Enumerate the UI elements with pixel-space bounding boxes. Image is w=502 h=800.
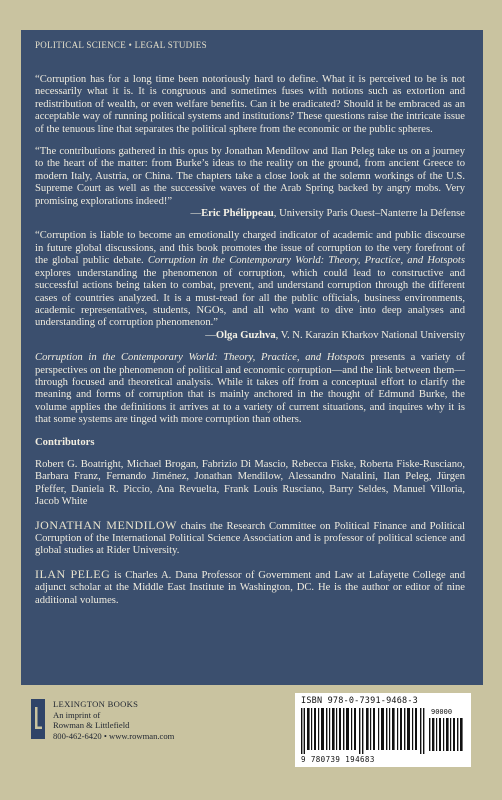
isbn-label: ISBN 978-0-7391-9468-3 (301, 696, 418, 706)
quote-3 (35, 230, 465, 329)
attribution-affiliation: , University Paris Ouest–Nanterre la Défense (273, 208, 465, 220)
cover-text (35, 74, 465, 617)
barcode-number: 9 780739 194683 (301, 755, 375, 764)
ean-barcode-icon (301, 708, 425, 754)
quote-1: “Corruption has for a long time been notoriously hard to define. What it is perceived to be is not necessarily what it is. It is congruous and sometimes fuses with notions such as extortion and redistribution of wealth, or even welfare benefits. Can it be eradicated? Should it be embraced as an acceptable way of running political systems and institutions? These questions raise the intricate issue of the tenuous line that separates the political sphere from the economic or the public spheres. (35, 74, 465, 135)
contributors-heading: Contributors (35, 436, 95, 448)
category-label: POLITICAL SCIENCE • LEGAL STUDIES (35, 40, 207, 50)
author-1-bio-text: chairs the Research Committee on Political Finance and Political Corruption of the International Political Science Association and is professor of political science and global studies at Rider University. (35, 520, 465, 557)
author-1-name: JONATHAN MENDILOW (35, 517, 177, 532)
attribution-dash: — (190, 208, 202, 220)
author-1-bio (35, 519, 465, 558)
quote-2 (35, 146, 465, 208)
quote-3-text-b: explores understanding the phenomenon of corruption, which could lead to constructive and successful actions being taken to combat, prevent, and understand corruption through the different cases of countries analyzed. It is a must-read for all the public officials, business environments, academic representatives, students, NGOs, and all who want to dive into deep analyses and understanding of corruption phenomenon.” (35, 267, 465, 329)
attribution-name: Eric Phélippeau (201, 208, 274, 220)
publisher-imprint-line: An imprint of (53, 709, 101, 720)
barcode-block (295, 693, 471, 767)
attribution-affiliation: , V. N. Karazin Kharkov National University (275, 329, 465, 341)
author-2-bio-text: is Charles A. Dana Professor of Government and Law at Lafayette College and adjunct scholar at the Middle East Institute in Washington, DC. He is the author or editor of nine additional volumes. (35, 569, 465, 606)
description-book-title: Corruption in the Contemporary World: Theory, Practice, and Hotspots (35, 352, 365, 364)
quote-2-text: “The contributions gathered in this opus by Jonathan Mendilow and Ilan Peleg take us on a journey to the heart of the matter: from Burke’s ideas to the reality on the ground, from ancient Greece to modern Italy, Austria, or China. The chapters take a close look at the solemn workings of the U.S. Supreme Court as well as the successive waves of the Arab Spring backed by angry mobs. Very promising explorations indeed!” (35, 146, 465, 207)
book-description (35, 352, 465, 426)
author-2-name: ILAN PELEG (35, 566, 111, 581)
publisher-footer (21, 685, 483, 779)
description-panel (21, 30, 483, 685)
publisher-parent: Rowman & Littlefield (53, 720, 130, 730)
attribution-dash: — (205, 329, 216, 341)
addon-barcode-icon (429, 718, 465, 751)
quote-3-book-title: Corruption in the Contemporary World: Theory, Practice, and Hotspots (147, 255, 465, 267)
quote-2-attribution (35, 208, 465, 220)
publisher-name: LEXINGTON BOOKS (53, 699, 139, 709)
quote-3-attribution (35, 330, 465, 342)
publisher-logo-icon (31, 699, 45, 739)
description-text: presents a variety of perspectives on the phenomenon of political and economic corruption—and the link between them—through focused and theoretical analysis. While it takes off from a conceptual effort to clarify the meaning and forms of corruption that is mainly anchored in the thought of Edmund Burke, the volume applies the definitions it arrives at to a variety of current situations, and inquires why it is that some systems are tinged with more corruption than others. (35, 352, 465, 426)
price-code: 90000 (431, 708, 453, 716)
contributors-list: Robert G. Boatright, Michael Brogan, Fabrizio Di Mascio, Rebecca Fiske, Roberta Fiske-Rusciano, Barbara Franz, Fernando Jiménez, Jonathan Mendilow, Alessandro Natalini, Ilan Peleg, Jürgen Pfeffer, Daniela R. Piccio, Ana Revuelta, Frank Louis Rusciano, Barry Seldes, Manuel Villoria, Jacob White (35, 458, 465, 508)
attribution-name: Olga Guzhva (215, 329, 276, 341)
publisher-contact: 800-462-6420 • www.rowman.com (53, 730, 175, 741)
publisher-info (53, 699, 174, 741)
author-2-bio (35, 568, 465, 607)
quote-3-text-a: “Corruption is liable to become an emotionally charged indicator of academic and public discourse in future global discussions, and this book promotes the issue of corruption to the very forefront of the global public debate. (35, 230, 465, 267)
